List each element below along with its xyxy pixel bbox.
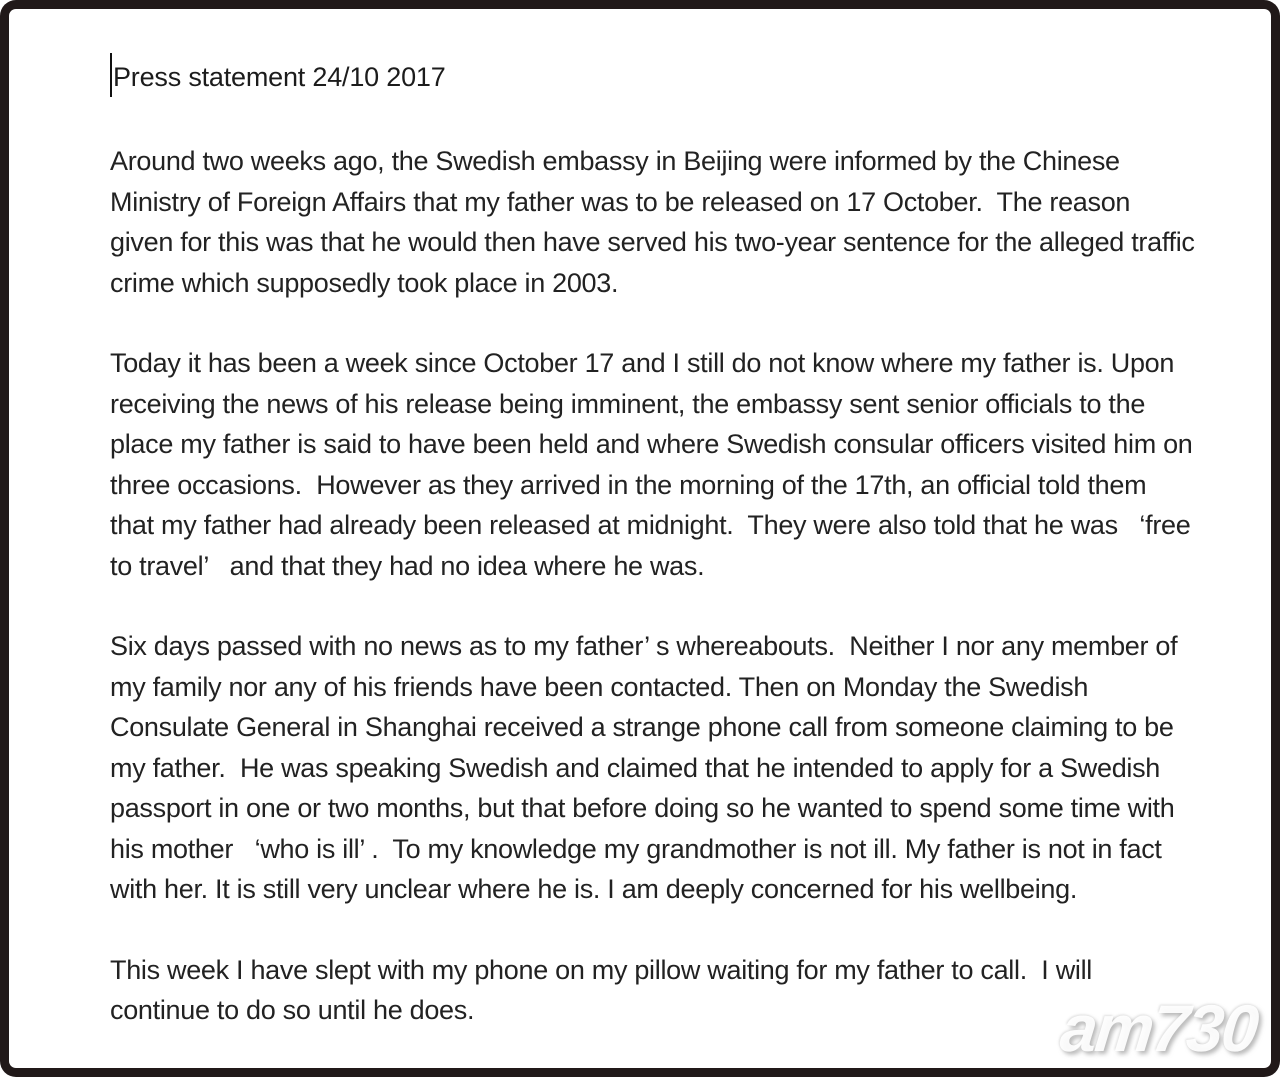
text-caret-icon — [110, 53, 112, 97]
am730-watermark: am730 — [1057, 991, 1261, 1065]
title-row — [110, 57, 1195, 97]
paragraph-4: This week I have slept with my phone on my pillow waiting for my father to call. I will continue to do so until he does. — [110, 954, 1100, 1025]
page-title: Press statement 24/10 2017 — [113, 62, 446, 92]
document-body — [110, 141, 1202, 1031]
paragraph-3: Six days passed with no news as to my father’ s whereabouts. Neither I nor any member of my family nor any of his friends have been contacted. Then on Monday the Swedish Consulate General in Shanghai received a strange phone call from someone claiming to be my father. He was speaking Swedish and claimed that he intended to apply for a Swedish passport in one or two months, but that before doing so he wanted to spend some time with his mother ‘who is ill’ . To my knowledge my grandmother is not ill. My father is not in fact with her. It is still very unclear where he is. I am deeply concerned for his wellbeing. — [110, 631, 1185, 904]
paragraph-1: Around two weeks ago, the Swedish embassy in Beijing were informed by the Chinese Ministry of Foreign Affairs that my father was to be released on 17 October. The reason given for this was that he would then have served his two-year sentence for the alleged traffic crime which supposedly took place in 2003. — [110, 146, 1202, 298]
document-page — [9, 9, 1271, 1068]
paragraph-2: Today it has been a week since October 17 and I still do not know where my father is. Upon receiving the news of his release being imminent, the embassy sent senior officials to the place my father is said to have been held and where Swedish consular officers visited him on three occasions. However as they arrived in the morning of the 17th, an official told them that my father had already been released at midnight. They were also told that he was ‘free to travel’ and that they had no idea where he was. — [110, 348, 1200, 581]
